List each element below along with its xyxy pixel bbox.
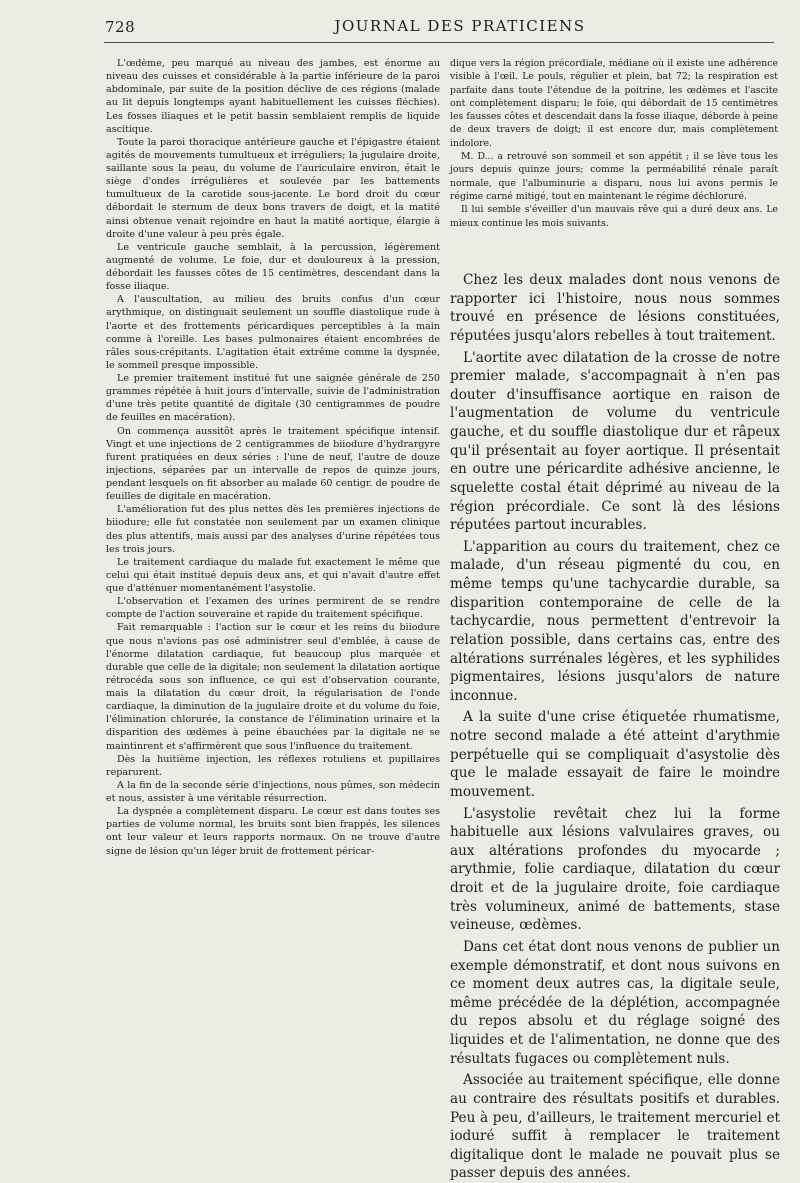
paragraph: La dyspnée a complètement disparu. Le cœur est dans toutes ses parties de volume normal, les bruits sont bien frappés, les silences ont leur valeur et leurs rapports normaux. On ne trouve d'autre signe de lésion qu'un léger bruit de frottement péricar- bbox=[106, 806, 440, 857]
paragraph: Fait remarquable : l'action sur le cœur et les reins du biiodure que nous n'avions pas osé administrer seul d'emblée, à cause de l'énorme dilatation cardiaque, fut beaucoup plus marquée et durable que celle de la digitale; non seulement la dilatation aortique rétrocéda sous son influence, ce qui est d'observation courante, mais la dilatation du cœur droit, la régularisation de l'onde cardiaque, la diminution de la jugulaire droite et du volume du foie, l'élimination chlorurée, la constance de l'élimination urinaire et la disparition des œdèmes à peine ébauchées par la digitale ne se maintinrent et s'affirmèrent que sous l'influence du traitement. bbox=[106, 622, 440, 752]
paragraph: L'œdème, peu marqué au niveau des jambes, est énorme au niveau des cuisses et considérable à la partie inférieure de la paroi abdominale, par suite de la position déclive de ces régions (malade au lit depuis longtemps ayant habituellement les cuisses fléchies). Les fosses iliaques et le petit bassin semblaient remplis de liquide ascitique. bbox=[106, 58, 440, 135]
right-column-discussion bbox=[450, 271, 780, 1183]
paragraph: A la fin de la seconde série d'injections, nous pûmes, son médecin et nous, assister à une véritable résurrection. bbox=[106, 779, 440, 804]
paragraph: L'apparition au cours du traitement, chez ce malade, d'un réseau pigmenté du cou, en même temps qu'une tachycardie durable, sa disparition contemporaine de celle de la tachycardie, nous permettent d'entrevoir la relation possible, dans certains cas, entre des altérations surrénales légères, et les syphilides pigmentaires, lésions jusqu'alors de nature inconnue. bbox=[450, 538, 780, 704]
paragraph: Dès la huitième injection, les réflexes rotuliens et pupillaires reparurent. bbox=[106, 753, 440, 778]
page-number: 728 bbox=[105, 18, 136, 36]
paragraph: Il lui semble s'éveiller d'un mauvais rêve qui a duré deux ans. Le mieux continue les mois suivants. bbox=[450, 204, 778, 229]
right-column-observation bbox=[450, 57, 778, 230]
paragraph: L'aortite avec dilatation de la crosse de notre premier malade, s'accompagnait à n'en pas douter d'insuffisance aortique en raison de l'augmentation de volume du ventricule gauche, et du souffle diastolique dur et râpeux qu'il présentait au foyer aortique. Il présentait en outre une péricardite adhésive ancienne, le squelette costal était déprimé au niveau de la région précordiale. Ce sont là des lésions réputées partout incurables. bbox=[450, 349, 780, 534]
journal-title: JOURNAL DES PRATICIENS bbox=[334, 17, 586, 35]
paragraph: On commença aussitôt après le traitement spécifique intensif. Vingt et une injections de 2 centigrammes de biiodure d'hydrargyre furent pratiquées en deux séries : l'une de neuf, l'autre de douze injections, séparées par un intervalle de repos de quinze jours, pendant lesquels on fit absorber au malade 60 centigr. de poudre de feuilles de digitale en macération. bbox=[106, 425, 440, 503]
paragraph: Dans cet état dont nous venons de publier un exemple démonstratif, et dont nous suivons en ce moment deux autres cas, la digitale seule, même précédée de la déplétion, accompagnée du repos absolu et du réglage soigné des liquides et de l'alimentation, ne donne que des résultats fugaces ou complètement nuls. bbox=[450, 938, 780, 1067]
paragraph: Le ventricule gauche semblait, à la percussion, légèrement augmenté de volume. Le foie, dur et douloureux à la pression, débordait les fausses côtes de 15 centimètres, descendant dans la fosse iliaque. bbox=[106, 241, 440, 293]
paragraph: M. D... a retrouvé son sommeil et son appétit ; il se lève tous les jours depuis quinze jours; comme la perméabilité rénale paraît normale, que l'albuminurie a disparu, nous lui avons permis le régime carné mitigé, tout en maintenant le régime déchloruré. bbox=[450, 151, 778, 202]
paragraph: L'asystolie revêtait chez lui la forme habituelle aux lésions valvulaires graves, ou aux altérations profondes du myocarde ; arythmie, folie cardiaque, dilatation du cœur droit et de la jugulaire droite, foie cardiaque très volumineux, animé de battements, stase veineuse, œdèmes. bbox=[450, 805, 780, 934]
paragraph: L'observation et l'examen des urines permirent de se rendre compte de l'action souveraine et rapide du traitement spécifique. bbox=[106, 596, 440, 621]
paragraph: L'amélioration fut des plus nettes dès les premières injections de biiodure; elle fut constatée non seulement par un examen clinique des plus attentifs, mais aussi par des analyses d'urine répétées tous les trois jours. bbox=[106, 504, 440, 555]
paragraph: Associée au traitement spécifique, elle donne au contraire des résultats positifs et durables. Peu à peu, d'ailleurs, le traitement mercuriel et ioduré suffit à remplacer le traitement digitalique dont le malade ne pouvait plus se passer depuis des années. bbox=[450, 1072, 780, 1182]
running-head bbox=[0, 0, 800, 40]
header-rule bbox=[104, 42, 774, 43]
paragraph: A l'auscultation, au milieu des bruits confus d'un cœur arythmique, on distinguait seulement un souffle diastolique rude à l'aorte et des frottements péricardiques perceptibles à la main comme à l'oreille. Les bases pulmonaires étaient encombrées de râles sous-crépitants. L'agitation était extrême comme la dyspnée, le sommeil presque impossible. bbox=[106, 294, 440, 371]
paragraph-continuation: dique vers la région précordiale, médiane où il existe une adhérence visible à l'œil. Le pouls, régulier et plein, bat 72; la respiration est parfaite dans toute l'étendue de la poitrine, les œdèmes et l'ascite ont complètement disparu; le foie, qui débordait de 15 centimètres les fausses côtes et descendait dans la fosse iliaque, déborde à peine de deux travers de doigt; il est encore dur, mais complètement indolore. bbox=[450, 58, 778, 149]
paragraph: A la suite d'une crise étiquetée rhumatisme, notre second malade a été atteint d'arythmie perpétuelle qui se compliquait d'asystolie dès que le malade essayait de faire le moindre mouvement. bbox=[450, 709, 780, 800]
paragraph: Le premier traitement institué fut une saignée générale de 250 grammes répétée à huit jours d'intervalle, suivie de l'administration d'une très petite quantité de digitale (30 centigrammes de poudre de feuilles en macération). bbox=[106, 373, 440, 424]
paragraph: Le traitement cardiaque du malade fut exactement le même que celui qui était institué depuis deux ans, et qui n'avait d'autre effet que d'atténuer momentanément l'asystolie. bbox=[106, 556, 440, 594]
paragraph: Toute la paroi thoracique antérieure gauche et l'épigastre étaient agités de mouvements tumultueux et irréguliers; la jugulaire droite, saillante sous la peau, du volume de l'auriculaire environ, était le siège d'ondes irrégulières et soulevée par les battements tumultueux de la carotide sous-jacente. Le bord droit du cœur débordait le sternum de deux bons travers de doigt, et la matité ainsi obtenue venait rejoindre en haut la matité aortique, élargie à droite d'une valeur à peu près égale. bbox=[106, 136, 440, 240]
paragraph: Chez les deux malades dont nous venons de rapporter ici l'histoire, nous nous sommes trouvé en présence de lésions constituées, réputées jusqu'alors rebelles à tout traitement. bbox=[450, 272, 780, 344]
left-column bbox=[106, 57, 440, 858]
